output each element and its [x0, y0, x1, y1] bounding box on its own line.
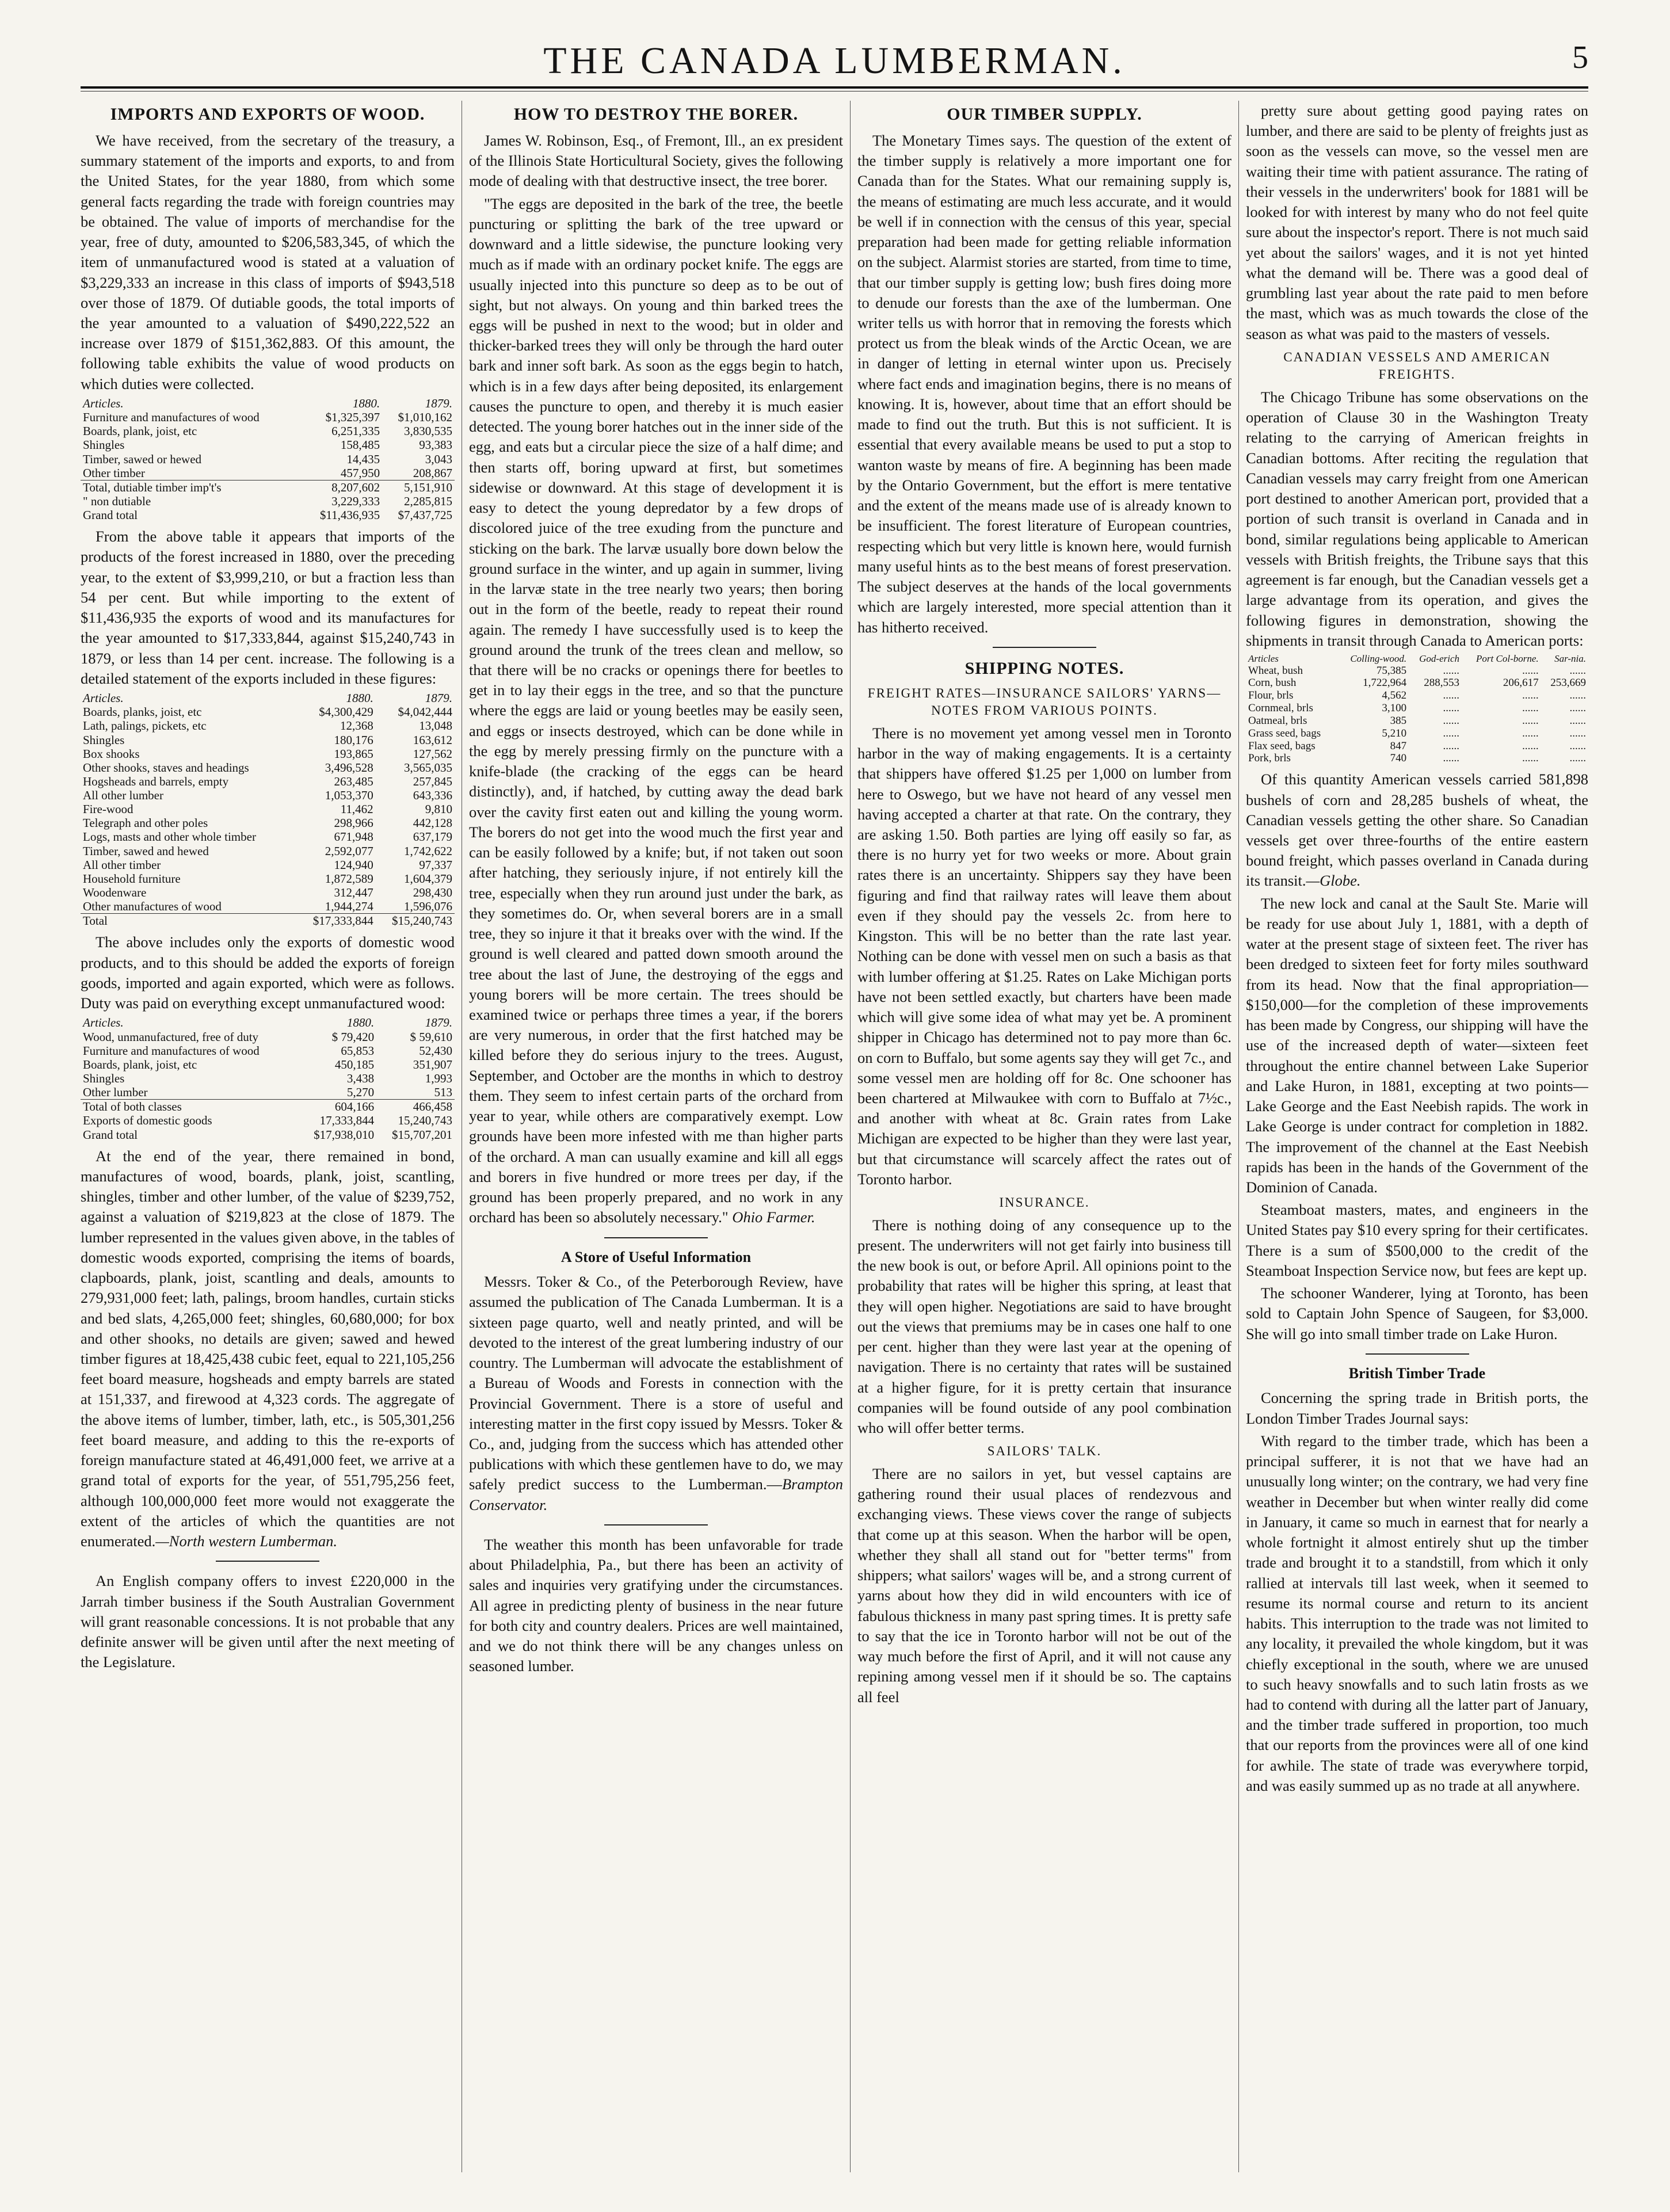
table-cell: 11,462: [340, 802, 373, 817]
table-cell: 466,458: [376, 1100, 455, 1114]
table-cell: Woodenware: [83, 886, 147, 900]
table-header: Colling-wood.: [1350, 653, 1407, 665]
table-cell: 1,596,076: [404, 899, 452, 914]
table-cell: 1,053,370: [325, 788, 373, 803]
table-cell: $17,333,844: [296, 914, 375, 928]
table-cell: 8,207,602: [303, 480, 382, 494]
table-row: [81, 830, 455, 844]
table-cell: ......: [1522, 689, 1539, 702]
table-cell: 3,100: [1382, 702, 1407, 715]
table-cell: 13,048: [419, 719, 452, 733]
article-heading-borer: HOW TO DESTROY THE BORER.: [513, 105, 799, 124]
article-paragraph: James W. Robinson, Esq., of Fremont, Ill., an ex president of the Illinois State Horticultural Society, gives the following mode of dealing with that destructive insect, the tree borer.: [469, 131, 843, 190]
table-header: Articles.: [83, 396, 124, 410]
table-header: 1880.: [346, 1016, 375, 1030]
table-header: Sar-nia.: [1554, 653, 1586, 665]
table-row: [1246, 740, 1588, 753]
table-cell: Flour, brls: [1248, 689, 1294, 702]
table-cell: ......: [1569, 714, 1586, 727]
table-total-row: [81, 494, 455, 508]
table-cell: 740: [1390, 752, 1407, 765]
article-heading-shipping-notes: SHIPPING NOTES.: [964, 658, 1124, 678]
table-row: [81, 844, 455, 858]
table-cell: 3,565,035: [404, 760, 452, 775]
table-cell: Timber, sawed and hewed: [83, 844, 209, 858]
table-row: [81, 858, 455, 872]
table-cell: $1,010,162: [398, 410, 452, 425]
table-cell: 163,612: [413, 733, 452, 747]
table-cell: " non dutiable: [83, 494, 151, 508]
table-cell: Boards, planks, joist, etc: [83, 705, 202, 719]
article-paragraph: An English company offers to invest £220,000 in the Jarrah timber business if the South Australian Government will grant reasonable concessions. It is not probable that any definite answer will be given until after the next meeting of the Legislature.: [81, 1572, 455, 1671]
table-header: 1880.: [352, 396, 380, 410]
table-row: [81, 886, 455, 899]
article-paragraph: The new lock and canal at the Sault Ste. Marie will be ready for use about July 1, 1881, with a depth of water at the present stage of sixteen feet. The river has been dredged to sixteen feet for forty miles southward from its head. Now that the final appropriation—$150,000—for the completion of these improvements has been made by Congress, our shipping will have the use of the increased depth of water—sixteen feet throughout the entire channel between Lake Superior and Lake Huron, in 1881, excepting at two points—Lake George and the East Neebish rapids. The work in Lake George is under contract for completion in 1882. The improvement of the channel at the East Neebish rapids has been in the hands of the Government of the Dominion of Canada.: [1246, 894, 1588, 1196]
table-cell: Shingles: [83, 733, 125, 747]
table-row: [1246, 677, 1588, 689]
table-row: [81, 899, 455, 914]
table-cell: 1,604,379: [404, 871, 452, 886]
article-paragraph: [469, 1272, 843, 1515]
table-row: [81, 872, 455, 886]
table-cell: Logs, masts and other whole timber: [83, 830, 256, 844]
column-divider: [1238, 101, 1239, 2172]
table-cell: 847: [1390, 739, 1407, 752]
table-cell: $7,437,725: [398, 508, 452, 523]
table-cell: $4,042,444: [398, 705, 452, 719]
subheading: CANADIAN VESSELS AND AMERICAN FREIGHTS.: [1283, 349, 1551, 382]
article-paragraph: The schooner Wanderer, lying at Toronto, has been sold to Captain John Spence of Saugeen, for $3,000. She will go into small timber trade on Lake Huron.: [1246, 1284, 1588, 1343]
table-cell: ......: [1522, 727, 1539, 739]
table-cell: Other manufactures of wood: [83, 899, 222, 914]
article-paragraph: From the above table it appears that imports of the products of the forest increased in 1880, over the preceding year, to the extent of $3,999,210, or but a fraction less than 54 per cent. But while importing to the extent of $11,436,935 the exports of wood and its manufactures for the year amounted to $17,333,844, against $15,240,743 in 1879, or less than 14 per cent. increase. The following is a detailed statement of the exports included in these figures:: [81, 528, 455, 687]
table-row: [81, 775, 455, 788]
table-totals: [81, 914, 455, 928]
table-row: [81, 747, 455, 761]
table-cell: $ 59,610: [410, 1029, 452, 1044]
table-cell: 2,285,815: [404, 494, 452, 508]
table-row: [81, 1030, 455, 1044]
article-heading-british-timber-trade: British Timber Trade: [1348, 1364, 1486, 1382]
column-4: [1246, 101, 1588, 2184]
table-cell: 671,948: [334, 830, 373, 844]
table-cell: 75,385: [1376, 664, 1407, 677]
table-cell: 457,950: [340, 466, 380, 480]
table-cell: Cornmeal, brls: [1248, 702, 1313, 715]
table-cell: Box shooks: [83, 746, 140, 761]
table-row: [81, 466, 455, 480]
table-cell: Grand total: [83, 1127, 138, 1142]
column-3: [857, 101, 1231, 2184]
table-total-row: [81, 1128, 455, 1142]
subheading: FREIGHT RATES—INSURANCE SAILORS' YARNS—NOTES FROM VARIOUS POINTS.: [867, 685, 1222, 718]
table-header: Articles.: [83, 691, 124, 705]
table-row: [81, 1085, 455, 1100]
subheading: INSURANCE.: [999, 1195, 1090, 1210]
table-cell: Other shooks, staves and headings: [83, 760, 249, 775]
table-body: [81, 1030, 455, 1100]
subheading: SAILORS' TALK.: [987, 1444, 1102, 1459]
table-cell: 124,940: [334, 857, 373, 872]
table-cell: 5,210: [1382, 727, 1407, 739]
article-paragraph: There are no sailors in yet, but vessel captains are gathering round their usual places of rendezvous and exchanging views. These views cover the range of subjects that come up at this season. When the harbor will be open, whether they shall all stand out for "better terms" from shippers; what sailors' wages will be, and a strong current of yarns about how they did in wild encounters with ice of fabulous thickness in many past spring times. It is pretty safe to say that the ice in Toronto harbor will not be out of the way much before the first of April, and it will not cause any repining among vessel men if it should be so. The captains all feel: [857, 1465, 1231, 1706]
table-row: [81, 438, 455, 452]
table-cell: Total of both classes: [81, 1100, 298, 1114]
table-cell: 1,993: [425, 1071, 452, 1085]
table-cell: ......: [1522, 739, 1539, 752]
table-header: Articles.: [83, 1016, 124, 1030]
article-paragraph: We have received, from the secretary of the treasury, a summary statement of the imports and exports, to and from the United States, for the year 1880, from which some general facts regarding the trade with foreign countries may be obtained. The value of imports of merchandise for the year, free of duty, amounted to $206,583,345, of which the item of unmanufactured wood is stated at a valuation of $3,229,333 an increase in this class of imports of $943,518 over those of 1879. Of dutiable goods, the total imports of the year amounted to a valuation of $490,222,522 an increase over 1879 of $151,362,883. Of this amount, the following table exhibits the value of wood products on which duties were collected.: [81, 131, 455, 392]
table-cell: $15,240,743: [376, 914, 455, 928]
paragraph-text: At the end of the year, there remained in bond, manufactures of wood, boards, plank, joist, scantling, shingles, timber and other lumber, of the value of $239,752, against a valuation of $219,823 at the close of 1879. The lumber represented in the values given above, in the tables of domestic woods exported, comprising the items of boards, clapboards, plank, joist, scantling and deals, amounts to 279,931,000 feet; lath, palings, broom handles, curtain sticks and bed slats, 4,265,000 feet; shingles, 60,680,000; for box and other shooks, no details are given; sawed and hewed timber figures at 18,425,438 cubic feet, equal to 221,105,256 feet board measure, hogsheads and empty barrels are stated at 151,337, and firewood at 4,323 cords. The aggregate of the above items of lumber, timber, lath, etc., is 505,301,256 feet board measure, and adding to this the re-exports of foreign manufacture stated at 46,491,000 feet, we arrive at a grand total of exports for the year, of 551,795,256 feet, although 100,000,000 feet more would not exaggerate the extent of the articles of which the quantities are not enumerated.: [81, 1147, 455, 1550]
table-cell: ......: [1443, 752, 1460, 765]
table-cell: Wood, unmanufactured, free of duty: [83, 1029, 259, 1044]
article-paragraph: [81, 1146, 455, 1552]
article-paragraph: The weather this month has been unfavorable for trade about Philadelphia, Pa., but there has been an activity of sales and inquiries very gratifying under the circumstances. All agree in predicting plenty of business in the near future for both city and country dealers. Prices are well maintained, and we do not think there will be any changes unless on seasoned lumber.: [469, 1535, 843, 1675]
article-divider: [604, 1237, 708, 1238]
table-cell: 180,176: [334, 733, 373, 747]
table-cell: Flax seed, bags: [1248, 739, 1316, 752]
table-cell: 52,430: [419, 1043, 452, 1058]
table-cell: ......: [1443, 689, 1460, 702]
table-cell: $1,325,397: [325, 410, 380, 425]
table-total-row: [81, 508, 455, 522]
article-paragraph: The Monetary Times says. The question of the extent of the timber supply is relatively a more important one for Canada than for the States. What our remaining supply is, the means of estimating are much less accurate, and it would be well if in connection with the census of this year, special preparation had been made for getting reliable information on the subject. Alarmist stories are started, from time to time, that our timber supply is getting low; bush fires doing more to denude our forests than the axe of the lumberman. One writer tells us with horror that in removing the forests which protect us from the bleak winds of the Arctic Ocean, we are in danger of letting in eternal winter upon us. Precisely where fact ends and imagination begins, there is no means of knowing. It is, however, about time that an effort should be made to find out the truth. But this is not sufficient. It is essential that every available means be used to put a stop to wanton waste by means of fire. A beginning has been made by the Ontario Government, but the effort is mere tentative and the extent of the means made use of is already known to be insufficient. The forest literature of European countries, respecting which but very little is known here, would furnish many useful hints as to the best means of forest preservation. The subject deserves at the hands of the local governments which are largely interested, more special attention than it has hitherto received.: [857, 131, 1231, 636]
header-rule: [81, 86, 1588, 89]
table-row: [81, 1044, 455, 1058]
table-header: 1880.: [346, 691, 373, 705]
table-row: [81, 761, 455, 775]
table-cell: All other lumber: [83, 788, 163, 803]
table-cell: 127,562: [413, 746, 452, 761]
table-cell: ......: [1522, 664, 1539, 677]
table-cell: Furniture and manufactures of wood: [83, 1043, 260, 1058]
article-paragraph: With regard to the timber trade, which has been a principal sufferer, it is not that we have had an unusually long winter; on the contrary, we had very fine weather in December but when winter really did come in January, it came so much in earnest that for nearly a whole fortnight it almost entirely shut up the timber trade and brought it to a standstill, from which it only rallied at intervals till last week, when it seemed to resume its normal course and return to its ancient habits. This interruption to the trade was not limited to any locality, it prevailed the whole kingdom, but it was chiefly exceptional in the south, where we are unused to such heavy snowfalls and to such latin frosts as we had to contend with during all the latter part of January, and the timber trade suffered in proportion, too much that our reports from the provinces were all of one kind for awhile. The state of trade was everywhere torpid, and was easily summed up as no trade at all anywhere.: [1246, 1432, 1588, 1794]
table-cell: 5,270: [346, 1085, 375, 1100]
article-paragraph: The above includes only the exports of domestic wood products, and to this should be added the exports of foreign goods, imported and again exported, which were as follows. Duty was paid on everything except unmanufactured wood:: [81, 933, 455, 1012]
table-cell: Furniture and manufactures of wood: [83, 410, 260, 425]
paragraph-text: "The eggs are deposited in the bark of the tree, the beetle puncturing or splitting the bark of the tree upward or downward and a little sidewise, the puncture looking very much as if made with an ordinary pocket knife. The eggs are usually injected into this puncture so deep as to be out of sight, but not always. On young and thin barked trees the eggs will be pushed in next to the wood; but in older and thicker-barked trees they will only be through the hard outer bark and inner soft bark. As soon as the eggs begin to hatch, which is in a few days after being deposited, its enlargement causes the puncture to open, and thereby it is much easier detected. The young borer hatches out in the inner side of the egg, and eats but a circular piece the size of a half dime; and then starts off, boring upward at first, but sometimes sidewise or downward. At this stage of development it is easy to detect the young depredator by a few drops of discolored juice of the tree exuding from the puncture and sticking on the bark. The larvæ usually bore down below the ground surface in the winter, and up again in summer, living in the larvæ state in the tree nearly two years; then boring out in the form of the beetle, ready to repeat their round again. The remedy I have successfully used is to keep the ground around the trunk of the trees clean and mellow, so that there will be no cracks or openings there for beetles to get in to lay their eggs in the tree, and so that the puncture where the eggs are laid or young beetles may be easily seen, and eggs or insects destroyed, which can be done while in the egg by merely pressing firmly on the puncture with a knife-blade (the cracking of the eggs can be heard distinctly), and, if hatched, by cutting away the dead bark over the cavity first eaten out and killing the young worm. The borers do not get into the wood much the first year and can be easily followed by a knife; but, if not taken out soon after hatching, they seriously injure, if not entirely kill the tree, especially when they run around just under the bark, as they sometimes do. Or, when several borers are in a small tree, they so injure it that it breaks over with the wind. If the ground is well cleared and patted down smooth around the tree about the last of June, the destroying of the eggs and young borers will be more certain. The trees should be examined twice or perhaps three times a year, if the borers are very numerous, in order that the first hatched may be killed before they do serious injury to the trees. August, September, and October are the months in which to destroy them. They seem to infest certain parts of the orchard from year to year, while others are comparatively exempt. Low grounds have been more infested with me than higher parts of the orchard. A man can usually examine and kill all eggs and borers in five hundred or more trees per day, if the ground has been properly prepared, and no work in any orchard has been so absolutely necessary.": [469, 194, 843, 1226]
table-cell: 97,337: [419, 857, 452, 872]
table-cell: ......: [1569, 664, 1586, 677]
table-cell: ......: [1569, 752, 1586, 765]
table-cell: ......: [1522, 752, 1539, 765]
table-body: [81, 705, 455, 914]
table-cell: 4,562: [1382, 689, 1407, 702]
table-cell: Shingles: [83, 438, 125, 452]
table-cell: 513: [434, 1085, 452, 1100]
table-cell: 253,669: [1550, 677, 1586, 689]
table-cell: Telegraph and other poles: [83, 816, 208, 830]
table-cell: 3,438: [346, 1071, 375, 1085]
table-row: [1246, 715, 1588, 727]
table-cell: Boards, plank, joist, etc: [83, 424, 197, 438]
table-cell: ......: [1569, 739, 1586, 752]
article-paragraph: Steamboat masters, mates, and engineers in the United States pay $10 every spring for their certificates. There is a sum of $500,000 to the credit of the Steamboat Inspection Service now, but fees are kept up.: [1246, 1201, 1588, 1279]
table-cell: $4,300,429: [319, 705, 373, 719]
table-cell: Pork, brls: [1248, 752, 1291, 765]
table-cell: 450,185: [334, 1057, 375, 1071]
article-source: Ohio Farmer.: [732, 1208, 815, 1226]
table-row: [81, 424, 455, 438]
table-row: [81, 1071, 455, 1085]
table-cell: ......: [1443, 702, 1460, 715]
table-cell: 14,435: [346, 452, 380, 466]
table-cell: 12,368: [340, 719, 373, 733]
table-cell: Grass seed, bags: [1248, 727, 1321, 739]
article-paragraph: [1246, 769, 1588, 891]
column-divider: [850, 101, 851, 2172]
table-header: Articles: [1248, 653, 1279, 665]
table-cell: ......: [1569, 702, 1586, 715]
table-cell: 1,722,964: [1363, 677, 1407, 689]
table-total-row: [81, 1100, 455, 1114]
table-row: [1246, 665, 1588, 677]
paragraph-text: Of this quantity American vessels carried 581,898 bushels of corn and 28,285 bushels of wheat, the Canadian vessels getting the other share. So Canadian vessels get over three-fourths of the entire eastern bound freight, which passes overland in Canada during its transit.: [1246, 771, 1588, 890]
table-cell: Shingles: [83, 1071, 125, 1085]
table-cell: $ 79,420: [331, 1029, 375, 1044]
article-divider: [604, 1524, 708, 1525]
table-cell: 604,166: [298, 1100, 376, 1114]
table-cell: $11,436,935: [319, 508, 380, 523]
foreign-exports-table: [81, 1016, 455, 1141]
masthead: [81, 35, 1588, 86]
table-cell: Hogsheads and barrels, empty: [83, 774, 229, 788]
table-total-row: [81, 480, 455, 494]
article-source: —Globe.: [1306, 872, 1361, 890]
article-paragraph: There is no movement yet among vessel men in Toronto harbor in the way of making engagements. It is a certainty that shippers have offered $1.25 per 1,000 on lumber from here to Oswego, but we have not heard of any vessel men having accepted a charter at that rate. On the contrary, they are asking 1.50. Both parties are lying off easily so far, as there is no hurry yet for two weeks or more. About grain rates there is an uncertainty. Shippers say they have been figuring and find that railway rates will leave them about even if they should pay the vessels 2c. from here to Kingston. This will be no better than the rate last year. Nothing can be done with vessel men on such a basis as that with lumber offering at $1.25. Rates on Lake Michigan ports have not been settled exactly, but charters have been made which will give some idea of what may yet be. A prominent shipper in Chicago has determined not to pay more than 6c. on corn to Buffalo, but some agents say they will get 7c., and some vessel men are holding off for 8c. One schooner has been chartered at Milwaukee with corn to Buffalo at 7½c., and another with wheat at 8c. Grain rates from Lake Michigan are expected to be higher than they were last year, but that circumstance will scarcely affect the rates out of Toronto harbor.: [857, 724, 1231, 1188]
table-row: [1246, 702, 1588, 715]
article-paragraph: pretty sure about getting good paying rates on lumber, and there are said to be plenty of freights just as soon as the vessels can move, so the vessel men are waiting their time with patient assurance. The rating of their vessels in the underwriters' book for 1881 will be looked for with interest by many who do not feel quite sure about the inspector's report. There is not much said yet about the sailors' wages, and it is not yet hinted what the demand will be. There was a good deal of grumbling last year about the rate paid to men before the mast, which was as much towards the close of the season as what was paid to the masters of vessels.: [1246, 102, 1588, 342]
dutiable-imports-table: [81, 396, 455, 522]
table-body: [81, 410, 455, 480]
table-row: [81, 788, 455, 802]
table-cell: Household furniture: [83, 871, 181, 886]
table-header: 1879.: [425, 691, 452, 705]
table-cell: Total, dutiable timber imp't's: [81, 480, 303, 494]
table-cell: 3,496,528: [325, 760, 373, 775]
table-header: Port Col-borne.: [1476, 653, 1539, 665]
table-cell: ......: [1522, 702, 1539, 715]
table-cell: 3,830,535: [404, 424, 452, 438]
table-body: [1246, 665, 1588, 765]
table-cell: 65,853: [341, 1043, 375, 1058]
table-cell: 208,867: [413, 466, 452, 480]
table-cell: 6,251,335: [331, 424, 380, 438]
table-cell: 257,845: [413, 774, 452, 788]
article-divider: [1366, 1353, 1469, 1355]
table-cell: 298,430: [413, 886, 452, 900]
table-cell: ......: [1522, 714, 1539, 727]
table-cell: Total: [81, 914, 296, 928]
article-paragraph: Concerning the spring trade in British ports, the London Timber Trades Journal says:: [1246, 1389, 1588, 1427]
table-cell: Fire-wood: [83, 802, 134, 817]
table-cell: $17,938,010: [314, 1127, 375, 1142]
article-heading-useful-information: A Store of Useful Information: [561, 1248, 752, 1265]
table-row: [81, 1058, 455, 1071]
table-row: [1246, 752, 1588, 765]
table-cell: 351,907: [413, 1057, 452, 1071]
table-row: [81, 705, 455, 719]
table-cell: Exports of domestic goods: [83, 1113, 212, 1128]
table-row: [81, 719, 455, 733]
table-row: [1246, 689, 1588, 702]
table-cell: $15,707,201: [392, 1127, 452, 1142]
table-cell: 385: [1390, 714, 1407, 727]
table-cell: 15,240,743: [398, 1113, 452, 1128]
domestic-exports-table: [81, 691, 455, 928]
table-cell: 1,944,274: [325, 899, 373, 914]
column-2: [469, 101, 843, 2184]
table-cell: 9,810: [425, 802, 452, 817]
table-cell: 206,617: [1503, 677, 1539, 689]
article-paragraph: [469, 194, 843, 1228]
column-1: [81, 101, 455, 2184]
table-cell: 1,742,622: [404, 844, 452, 858]
table-cell: 442,128: [413, 816, 452, 830]
article-heading-imports-exports: IMPORTS AND EXPORTS OF WOOD.: [110, 105, 425, 124]
table-cell: 3,229,333: [331, 494, 380, 508]
table-totals: [81, 1100, 455, 1142]
table-row: [81, 802, 455, 816]
table-cell: Other lumber: [83, 1085, 148, 1100]
table-cell: Oatmeal, brls: [1248, 714, 1307, 727]
table-cell: All other timber: [83, 857, 161, 872]
table-row: [1246, 727, 1588, 740]
table-cell: 643,336: [413, 788, 452, 803]
table-totals: [81, 480, 455, 522]
table-cell: 288,553: [1424, 677, 1460, 689]
table-header: 1879.: [425, 396, 452, 410]
table-cell: Wheat, bush: [1248, 664, 1303, 677]
table-cell: 17,333,844: [319, 1113, 375, 1128]
table-cell: 193,865: [334, 746, 373, 761]
table-row: [81, 452, 455, 466]
table-cell: 3,043: [425, 452, 452, 466]
article-heading-timber-supply: OUR TIMBER SUPPLY.: [947, 105, 1142, 124]
table-cell: 263,485: [334, 774, 373, 788]
article-source: Brampton Conservator.: [469, 1475, 843, 1513]
table-cell: 5,151,910: [382, 480, 455, 494]
article-paragraph: The Chicago Tribune has some observations on the operation of Clause 30 in the Washington Treaty relating to the carrying of American freights in Canadian bottoms. After reciting the regulation that Canadian vessels may carry freight from one American port destined to another American port, provided that a portion of such transit is overland in Canada and in bond, similar regulations being applicable to American vessels with British freights, the Tribune says that this agreement is far enough, but the Canadian vessels get a large advantage from its operation, and gives the following figures in demonstration, showing the shipments in transit through Canada to American ports:: [1246, 388, 1588, 649]
table-cell: Boards, plank, joist, etc: [83, 1057, 197, 1071]
table-cell: ......: [1569, 689, 1586, 702]
table-cell: 2,592,077: [325, 844, 373, 858]
table-cell: Grand total: [83, 508, 138, 523]
table-row: [81, 733, 455, 747]
table-row: [81, 410, 455, 424]
table-cell: 312,447: [334, 886, 373, 900]
table-row: [81, 816, 455, 830]
article-paragraph: There is nothing doing of any consequence up to the present. The underwriters will not get fairly into business till the new book is out, or before April. All opinions point to the probability that rates will be higher this spring, at least that they will open higher. Negotiations are said to have brought out the views that premiums may be in cases one half to one per cent. higher than they were last year at the opening of navigation. There is no certainty that rates will be sustained at a higher figure, for it is pretty certain that insurance companies will be found outside of any pool combination who will offer better terms.: [857, 1216, 1231, 1437]
table-cell: ......: [1443, 739, 1460, 752]
table-total-row: [81, 1113, 455, 1127]
table-cell: Timber, sawed or hewed: [83, 452, 202, 466]
table-cell: 93,383: [419, 438, 452, 452]
table-cell: Lath, palings, pickets, etc: [83, 719, 207, 733]
table-cell: ......: [1569, 727, 1586, 739]
article-divider: [993, 647, 1096, 648]
paragraph-text: Messrs. Toker & Co., of the Peterborough Review, have assumed the publication of The Canada Lumberman. It is a sixteen page quarto, well and neatly printed, and will be devoted to the interest of the great lumbering industry of our country. The Lumberman will advocate the establishment of a Bureau of Woods and Forests in connection with the Provincial Government. There is a store of useful and interesting matter in the first copy issued by Messrs. Toker & Co., and, judging from the success which has attended other publications with which these gentlemen have to do, we may safely predict success to the Lumberman.—: [469, 1273, 843, 1493]
table-total-row: [81, 914, 455, 928]
article-source: —North western Lumberman.: [155, 1532, 338, 1550]
table-header: God-erich: [1419, 653, 1460, 665]
table-cell: 158,485: [340, 438, 380, 452]
transit-shipments-table: [1246, 653, 1588, 765]
table-cell: ......: [1443, 727, 1460, 739]
table-cell: 298,966: [334, 816, 373, 830]
article-divider: [216, 1561, 319, 1562]
newspaper-title: THE CANADA LUMBERMAN.: [543, 40, 1126, 82]
table-cell: 637,179: [413, 830, 452, 844]
table-cell: Corn, bush: [1248, 677, 1297, 689]
table-cell: ......: [1443, 664, 1460, 677]
table-cell: Other timber: [83, 466, 145, 480]
page-number: 5: [1572, 40, 1588, 75]
table-header: 1879.: [425, 1016, 452, 1030]
table-cell: 1,872,589: [325, 871, 373, 886]
table-cell: ......: [1443, 714, 1460, 727]
